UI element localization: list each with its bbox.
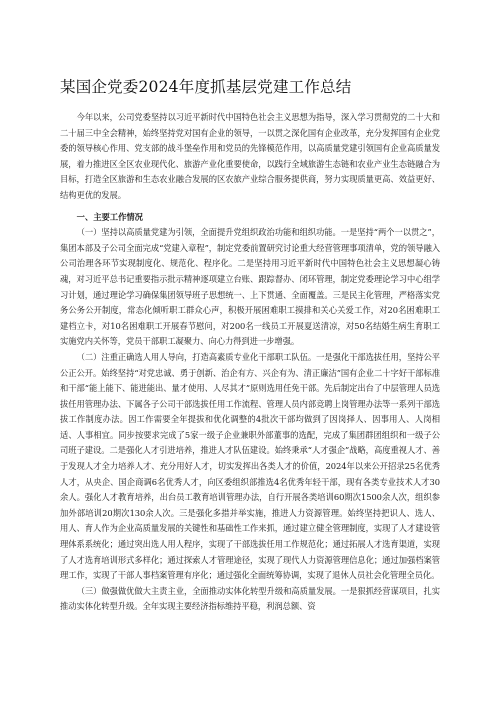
section-heading-main-work: 一、主要工作情况 (76, 211, 143, 222)
paragraph-personnel: （二）注重正确选人用人导向，打造高素质专业化干部职工队伍。一是强化干部选拔任用，坚持公平公正公开。始终坚持“对党忠诚、勇于创新、治企有方、兴企有为、清正廉洁”国有企业二十字好干部标准和干部“能上能下、能进能出、量才使用、人尽其才”原则选用任免干部。先后制定出台了中层管理人员选拔任用管理办法、下属各子公司干部选拔任用工作流程、管理人员内部竞聘上岗管理办法等一系列干部选拔工作制度办法。因工作需要全年提拔和优化调整的4批次干部均做到了因岗择人、因事用人、人岗相适、人事相宜。同步按要求完成了5家一级子企业兼职外部董事的选配，完成了集团群团组织和一级子公司班子建设。二是强化人才引进培养，推进人才队伍建设。始终秉承“人才强企”战略，高度重视人才、善于发现人才全力培养人才、充分用好人才，切实发挥出各类人才的价值，2024年以来公开招录25名优秀人才，从央企、国企商调6名优秀人才，向区委组织部推选4名优秀年轻干部，现有各类专业技术人才30余人。强化人才教育培养，出台员工教育培训管理办法，自行开展各类培训60期次1500余人次，组织参加外部培训20期次130余人次。三是强化多措并举实施，推进人力资源管理。始终坚持把识人、选人、用人、育人作为企业高质量发展的关键性和基础性工作来抓，通过建立健全管理制度，实现了人才建设管理体系系统化；通过突出选人用人程序，实现了干部选拔任用工作规范化；通过拓展人才选育渠道，实现了人才选育培训形式多样化；通过探索人才管理途径，实现了现代人力资源管理信息化；通过加强档案管理工作，实现了干部人事档案管理有序化；通过强化全面统筹协调，实现了退休人员社会化管理全员化。 (60, 351, 440, 581)
document-title: 某国企党委2024年度抓基层党建工作总结 (60, 78, 352, 96)
paragraph-main-business: （三）做强做优做大主责主业，全面推动实体化转型升级和高质量发展。一是狠抓经营谋项目，扎实推动实体化转型升级。全年实现主要经济指标维持平稳，利润总额、资 (60, 585, 440, 612)
paragraph-party-building: （一）坚持以高质量党建为引领，全面提升党组织政治功能和组织功能。一是坚持“两个一以贯之”，集团本部及子公司全面完成“党建入章程”，制定党委前置研究讨论重大经营管理事项清单，党的领导融入公司治理各环节实现制度化、规范化、程序化。二是坚持用习近平新时代中国特色社会主义思想凝心铸魂，对习近平总书记重要指示批示精神逐项建立台账、跟踪督办、闭环管理，制定党委理论学习中心组学习计划，通过理论学习确保集团领导班子思想统一、上下贯通、全面覆盖。三是民主化管理，严格落实党务公务公开制度，常态化倾听职工群众心声，积极开展困难职工摸排和关心关爱工作，对20名困难职工建档立卡，对10名困难职工开展春节慰问，对200名一线员工开展夏送清凉，对50名结婚生病生育职工实施党内关怀等，党员干部职工凝聚力、向心力得到进一步增强。 (60, 227, 440, 347)
intro-paragraph: 今年以来，公司党委坚持以习近平新时代中国特色社会主义思想为指导，深入学习贯彻党的二十大和二十届三中全会精神，始终坚持党对国有企业的领导，一以贯之深化国有企业改革，充分发挥国有企业党委的领导核心作用、党支部的战斗堡垒作用和党员的先锋模范作用，以高质量党建引领国有企业高质量发展，着力推进区全区农业现代化、旅游产业化重要使命，以践行全域旅游生态链和农业产业生态链融合为目标，打造全区旅游和生态农业融合发展的区农旅产业综合服务提供商，努力实现质量更高、效益更好、结构更优的发展。 (60, 112, 440, 200)
